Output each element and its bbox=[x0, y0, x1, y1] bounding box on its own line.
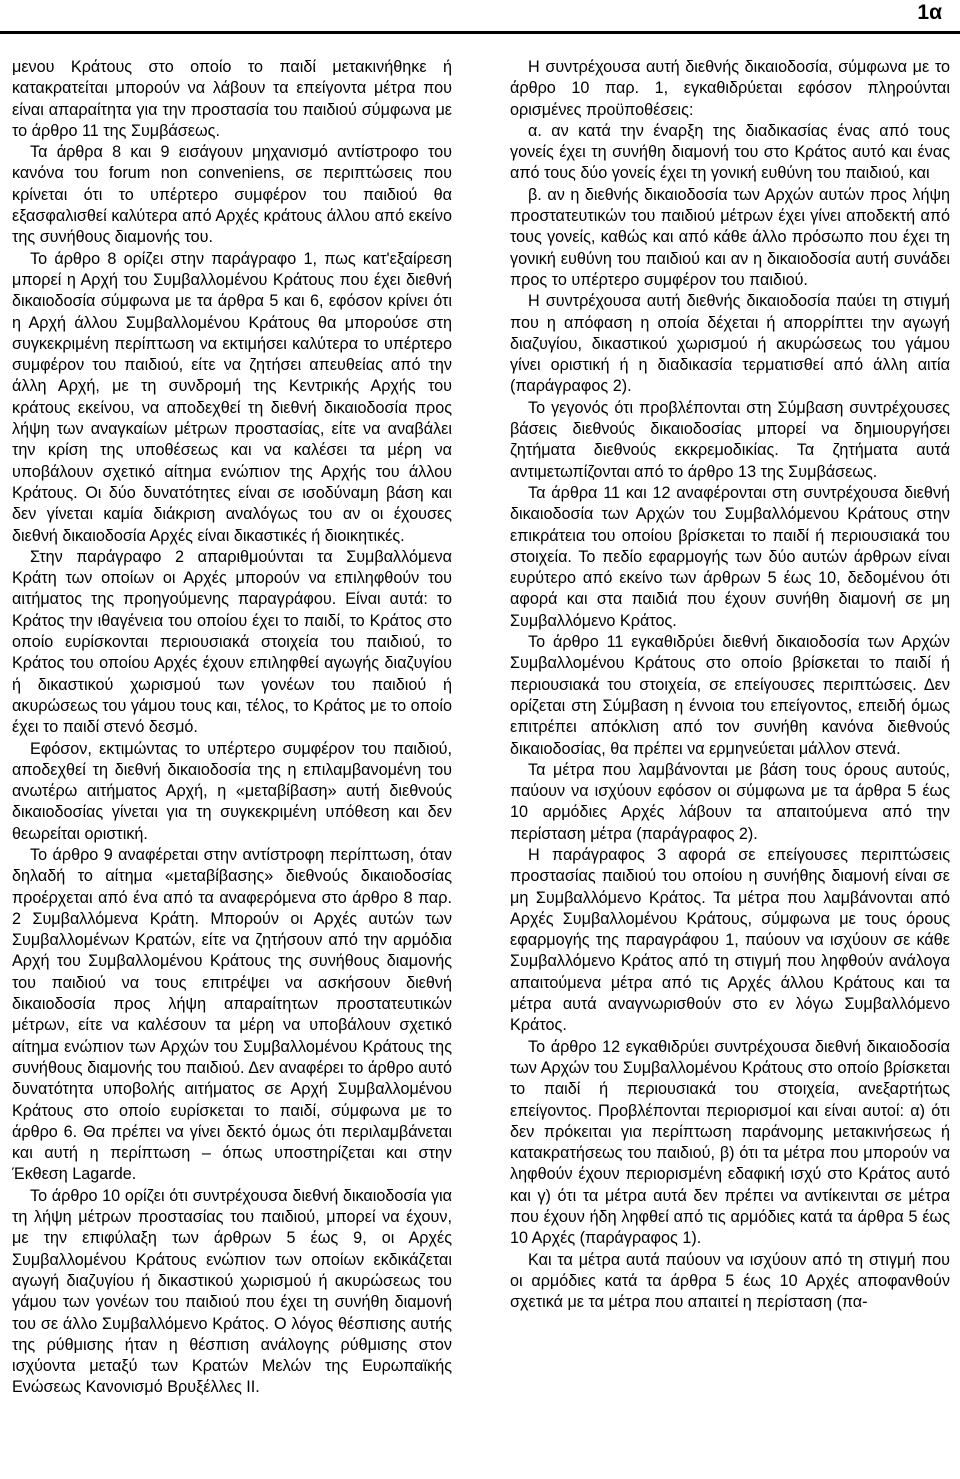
paragraph: Το άρθρο 9 αναφέρεται στην αντίστροφη περίπτωση, όταν δηλαδή το αίτημα «μεταβίβασης» διεθνούς δικαιοδοσίας προέρχεται από ένα από τα αναφερόμενα στο άρθρο 8 παρ. 2 Συμβαλλόμενα Κράτη. Μπορούν οι Αρχές αυτών των Συμβαλλομένων Κρατών, είτε να ζητήσουν από την αρμόδια Αρχή του Συμβαλλομένου Κράτους της συνήθους διαμονής του παιδιού να τους επιτρέψει να ασκήσουν διεθνή δικαιοδοσία προς λήψη απαραίτητων προστατευτικών μέτρων, είτε να καλέσουν τα μέρη να υποβάλουν σχετικό αίτημα ενώπιον των Αρχών του Συμβαλλομένου Κράτους της συνήθους διαμονής του παιδιού. Δεν αναφέρει το άρθρο αυτό δυνατότητα υποβολής αιτήματος σε Αρχή Συμβαλλομένου Κράτους στο οποίο ευρίσκεται το παιδί, σύμφωνα με το άρθρο 6. Θα πρέπει να γίνει δεκτό όμως ότι περιλαμβάνεται και αυτή η περίπτωση – όπως υποστηρίζεται και στην Έκθεση Lagarde. bbox=[12, 845, 452, 1184]
paragraph: Το γεγονός ότι προβλέπονται στη Σύμβαση συντρέχουσες βάσεις διεθνούς δικαιοδοσίας μπορεί να δημιουργήσει ζητήματα διεθνούς εκκρεμοδικίας. Τα ζητήματα αυτά αντιμετωπίζονται από το άρθρο 13 της Συμβάσεως. bbox=[510, 398, 950, 481]
paragraph: Τα άρθρα 11 και 12 αναφέρονται στη συντρέχουσα διεθνή δικαιοδοσία των Αρχών του Συμβαλλόμενου Κράτους στην επικράτεια του οποίου βρίσκεται το παιδί ή περιουσιακά του στοιχεία. Το πεδίο εφαρμογής των δύο αυτών άρθρων είναι ευρύτερο από εκείνο των άρθρων 5 έως 10, δεδομένου ότι αφορά και στα παιδιά που έχουν συνήθη διαμονή σε μη Συμβαλλόμενο Κράτος. bbox=[510, 483, 950, 630]
paragraph: Στην παράγραφο 2 απαριθμούνται τα Συμβαλλόμενα Κράτη των οποίων οι Αρχές μπορούν να επιληφθούν του αιτήματος της προηγούμενης παραγράφου. Είναι αυτά: το Κράτος την ιθαγένεια του οποίου έχει το παιδί, το Κράτος στο οποίο ευρίσκονται περιουσιακά στοιχεία του παιδιού, το Κράτος του οποίου Αρχές έχουν επιληφθεί αγωγής διαζυγίου ή δικαστικού χωρισμού των γονέων του παιδιού ή ακυρώσεως του γάμου τους και, τέλος, το Κράτος με το οποίο έχει το παιδί στενό δεσμό. bbox=[12, 547, 452, 737]
left-column bbox=[12, 57, 452, 1475]
paragraph: Και τα μέτρα αυτά παύουν να ισχύουν από τη στιγμή που οι αρμόδιες κατά τα άρθρα 5 έως 10 Αρχές αποφανθούν σχετικά με τα μέτρα που απαιτεί η περίσταση (πα- bbox=[510, 1250, 950, 1312]
right-column bbox=[510, 57, 950, 1475]
paragraph: Η συντρέχουσα αυτή διεθνής δικαιοδοσία, σύμφωνα με το άρθρο 10 παρ. 1, εγκαθιδρύεται εφόσον πληρούνται ορισμένες προϋποθέσεις: bbox=[510, 58, 950, 119]
paragraph: Η συντρέχουσα αυτή διεθνής δικαιοδοσία παύει τη στιγμή που η απόφαση η οποία δέχεται ή απορρίπτει την αγωγή διαζυγίου, δικαστικού χωρισμού ή ακυρώσεως του γάμου γίνει οριστική ή η διαδικασία τερματισθεί από άλλη αιτία (παράγραφος 2). bbox=[510, 292, 950, 396]
paragraph: Η παράγραφος 3 αφορά σε επείγουσες περιπτώσεις προστασίας παιδιού του οποίου η συνήθης διαμονή είναι σε μη Συμβαλλόμενο Κράτος. Τα μέτρα που λαμβάνονται από Αρχές Συμβαλλομένου Κράτους, σύμφωνα με τους όρους εφαρμογής της παραγράφου 1, παύουν να ισχύουν σε κάθε Συμβαλλόμενο Κράτος από τη στιγμή που ληφθούν ανάλογα απαιτούμενα μέτρα από τις Αρχές άλλου Κράτους και τα μέτρα αυτά αναγνωρισθούν στο εν λόγω Συμβαλλόμενο Κράτος. bbox=[510, 845, 950, 1035]
paragraph: Το άρθρο 12 εγκαθιδρύει συντρέχουσα διεθνή δικαιοδοσία των Αρχών του Συμβαλλομένου Κράτους στο οποίο βρίσκεται το παιδί ή περιουσιακά του στοιχεία, ανεξαρτήτως επείγοντος. Προβλέπονται περιορισμοί και είναι αυτοί: α) ότι δεν πρόκειται για περίπτωση παράνομης μετακινήσεως ή κατακρατήσεως του παιδιού, β) ότι τα μέτρα που μπορούν να ληφθούν έχουν περιορισμένη εδαφική ισχύ στο Κράτος αυτό και γ) ότι τα μέτρα αυτά δεν πρέπει να αντίκεινται σε μέτρα που έχουν ήδη ληφθεί από τις αρμόδιες κατά τα άρθρα 5 έως 10 Αρχές (παράγραφος 1). bbox=[510, 1037, 950, 1248]
list-item-alpha: α. αν κατά την έναρξη της διαδικασίας ένας από τους γονείς έχει τη συνήθη διαμονή του στο Κράτος αυτό και ένας από τους δύο γονείς έχει τη γονική ευθύνη του παιδιού, και bbox=[510, 121, 950, 183]
paragraph: Τα μέτρα που λαμβάνονται με βάση τους όρους αυτούς, παύουν να ισχύουν εφόσον οι σύμφωνα με τα άρθρα 5 έως 10 αρμόδιες Αρχές λάβουν τα απαιτούμενα από την περίσταση μέτρα (παράγραφος 2). bbox=[510, 760, 950, 843]
paragraph: Το άρθρο 11 εγκαθιδρύει διεθνή δικαιοδοσία των Αρχών Συμβαλλομένου Κράτους στο οποίο βρίσκεται το παιδί ή περιουσιακά του στοιχεία, σε επείγουσες περιπτώσεις. Δεν ορίζεται στη Σύμβαση η έννοια του επείγοντος, επειδή όμως επιτρέπει απόκλιση από τον συνήθη κανόνα διεθνούς δικαιοδοσίας, θα πρέπει να ερμηνεύεται μάλλον στενά. bbox=[510, 633, 950, 758]
list-item-beta: β. αν η διεθνής δικαιοδοσία των Αρχών αυτών προς λήψη προστατευτικών του παιδιού μέτρων έχει γίνει αποδεκτή από τους γονείς, καθώς και από κάθε άλλο πρόσωπο που έχει τη γονική ευθύνη του παιδιού και αν η δικαιοδοσία αυτή συνάδει προς το υπέρτερο συμφέρον του παιδιού. bbox=[510, 185, 950, 289]
paragraph: Το άρθρο 8 ορίζει στην παράγραφο 1, πως κατ'εξαίρεση μπορεί η Αρχή του Συμβαλλομένου Κράτους που έχει διεθνή δικαιοδοσία σύμφωνα με τα άρθρα 5 και 6, εφόσον κρίνει ότι η Αρχή άλλου Συμβαλλομένου Κράτους θα μπορούσε στη συγκεκριμένη περίπτωση να εκτιμήσει καλύτερα το υπέρτερο συμφέρον του παιδιού, είτε να ζητήσει απευθείας από την άλλη Αρχή, με τη συνδρομή της Κεντρικής Αρχής του κράτους εκείνου, να αποδεχθεί τη διεθνή δικαιοδοσία προς λήψη των αναγκαίων μέτρων προστασίας, είτε να αναβάλει την κρίση της υποθέσεως και να καλέσει τα μέρη να υποβάλουν σχετικό αίτημα ενώπιον της Αρχής του άλλου Κράτους. Οι δύο δυνατότητες είναι σε ισοδύναμη βάση και δεν γίνεται καμία διάκριση αναλόγως του αν οι έχουσες διεθνή δικαιοδοσία Αρχές είναι δικαστικές ή διοικητικές. bbox=[12, 249, 452, 545]
paragraph: Τα άρθρα 8 και 9 εισάγουν μηχανισμό αντίστροφο του κανόνα του forum non conveniens, σε περιπτώσεις που κρίνεται ότι το υπέρτερο συμφέρον του παιδιού θα εξασφαλισθεί καλύτερα από Αρχές κράτους άλλου από εκείνο της συνήθους διαμονής του. bbox=[12, 143, 452, 247]
paragraph: Εφόσον, εκτιμώντας το υπέρτερο συμφέρον του παιδιού, αποδεχθεί τη διεθνή δικαιοδοσία της η επιλαμβανομένη του ανωτέρω αιτήματος Αρχή, η «μεταβίβαση» αυτή διεθνούς δικαιοδοσίας γίνεται για τη συγκεκριμένη υπόθεση και δεν θεωρείται οριστική. bbox=[12, 739, 452, 843]
paragraph: μενου Κράτους στο οποίο το παιδί μετακινήθηκε ή κατακρατείται μπορούν να λάβουν τα επείγοντα μέτρα που είναι απαραίτητα για την προστασία του παιδιού σύμφωνα με το άρθρο 11 της Συμβάσεως. bbox=[12, 58, 452, 140]
page-header bbox=[0, 0, 960, 44]
paragraph: Το άρθρο 10 ορίζει ότι συντρέχουσα διεθνή δικαιοδοσία για τη λήψη μέτρων προστασίας του παιδιού, μπορεί να έχουν, με την επιφύλαξη των άρθρων 5 έως 9, οι Αρχές Συμβαλλομένου Κράτους ενώπιον των οποίων εκδικάζεται αγωγή διαζυγίου ή δικαστικού χωρισμού ή ακυρώσεως του γάμου των γονέων του παιδιού που έχει τη συνήθη διαμονή του σε άλλο Συμβαλλόμενο Κράτος. Ο λόγος θέσπισης αυτής της ρύθμισης ήταν η θέσπιση ανάλογης ρύθμισης στον ισχύοντα μεταξύ των Κρατών Μελών της Ευρωπαϊκής Ενώσεως Κανονισμό Βρυξέλλες ΙΙ. bbox=[12, 1186, 452, 1397]
header-rule bbox=[0, 31, 960, 34]
page-number: 1α bbox=[917, 1, 942, 24]
